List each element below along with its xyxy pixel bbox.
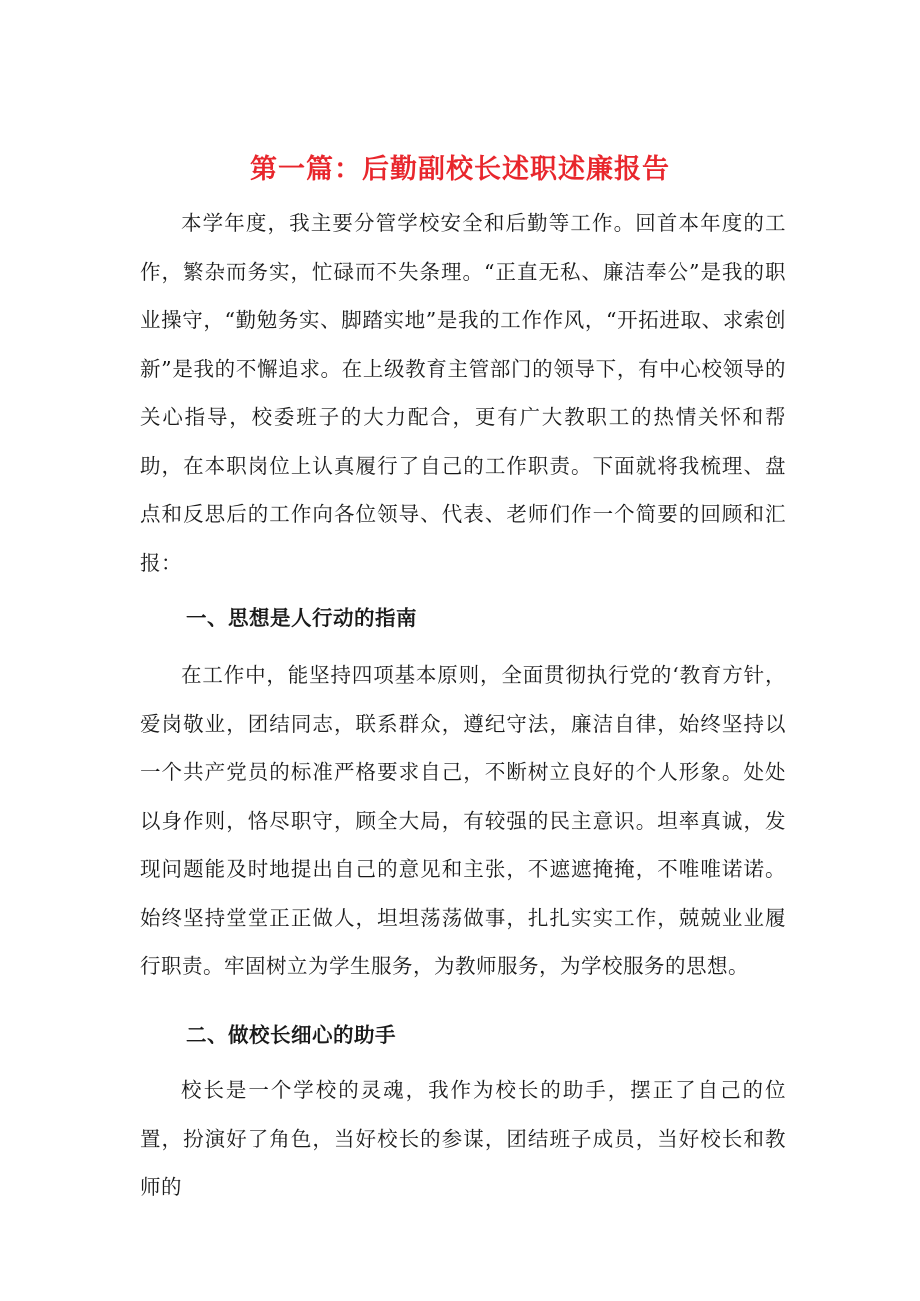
section-heading-1: 一、思想是人行动的指南 (186, 606, 417, 630)
paragraph-intro: 本学年度，我主要分管学校安全和后勤等工作。回首本年度的工作，繁杂而务实，忙碌而不失条理。“正直无私、廉洁奉公”是我的职业操守，“勤勉务实、脚踏实地”是我的工作作风，“开拓进取、求索创新”是我的不懈追求。在上级教育主管部门的领导下，有中心校领导的关心指导，校委班子的大力配合，更有广大教职工的热情关怀和帮助，在本职岗位上认真履行了自己的工作职责。下面就将我梳理、盘点和反思后的工作向各位领导、代表、老师们作一个简要的回顾和汇报： (140, 211, 786, 575)
document-title: 第一篇：后勤副校长述职述廉报告 (250, 154, 670, 186)
paragraph-section-1: 在工作中，能坚持四项基本原则，全面贯彻执行党的‘教育方针，爱岗敬业，团结同志，联系群众，遵纪守法，廉洁自律，始终坚持以一个共产党员的标准严格要求自己，不断树立良好的个人形象。处处以身作则，恪尽职守，顾全大局，有较强的民主意识。坦率真诚，发现问题能及时地提出自己的意见和主张，不遮遮掩掩，不唯唯诺诺。始终坚持堂堂正正做人，坦坦荡荡做事，扎扎实实工作，兢兢业业履行职责。牢固树立为学生服务，为教师服务，为学校服务的思想。 (140, 663, 786, 978)
section-heading-2: 二、做校长细心的助手 (186, 1023, 396, 1047)
paragraph-section-2: 校长是一个学校的灵魂，我作为校长的助手，摆正了自己的位置，扮演好了角色，当好校长的参谋，团结班子成员，当好校长和教师的 (140, 1078, 786, 1199)
